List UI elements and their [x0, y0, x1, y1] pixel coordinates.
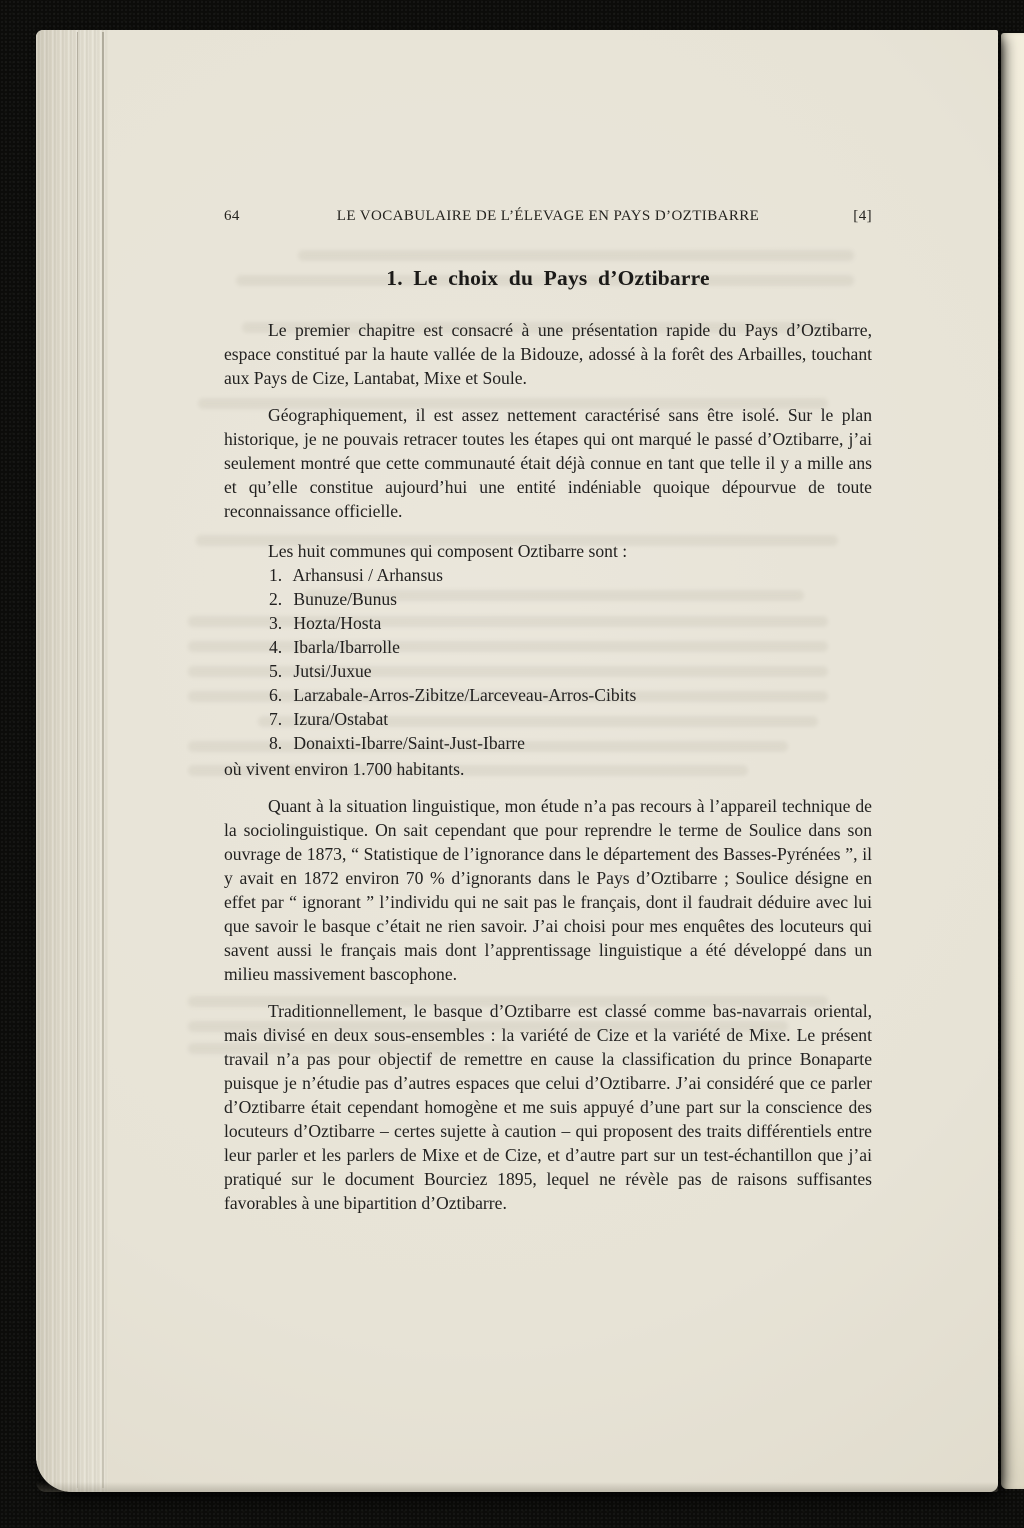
commune-name: Jutsi/Juxue — [293, 661, 372, 681]
commune-list-item — [269, 635, 872, 659]
section-title: 1. Le choix du Pays d’Oztibarre — [386, 266, 710, 290]
commune-name: Izura/Ostabat — [293, 709, 389, 729]
commune-name: Ibarla/Ibarrolle — [293, 637, 400, 657]
paragraph-linguistique: Quant à la situation linguistique, mon étude n’a pas recours à l’appareil technique de la sociolinguistique. On sait cependant que pour reprendre le terme de Soulice dans son ouvrage de 1873, “ Statistique de l’ignorance dans le département des Basses-Pyrénées ”, il y avait en 1872 environ 70 % d’ignorants dans le Pays d’Oztibarre ; Soulice désigne en effet par “ ignorant ” l’individu qui ne sait pas le français, dont il faudrait déduire avec lui que savoir le basque c’était ne rien savoir. J’ai choisi pour mes enquêtes des locuteurs qui savent aussi le français mais dont l’apprentissage linguistique a été développé dans un milieu massivement bascophone. — [224, 796, 872, 984]
next-page-edge — [1001, 33, 1024, 1489]
paragraph-classification: Traditionnellement, le basque d’Oztibarre est classé comme bas-navarrais oriental, mais divisé en deux sous-ensembles : la variété de Cize et la variété de Mixe. Le présent travail n’a pas pour objectif de remettre en cause la classification du prince Bonaparte puisque je n’étudie pas d’autres espaces que celui d’Oztibarre. J’ai considéré que ce parler d’Oztibarre était cependant homogène et me suis appuyé d’une part sur la conscience des locuteurs d’Oztibarre – certes sujette à caution – qui proposent des traits différentiels entre leur parler et les parlers de Mixe et de Cize, et d’autre part sur un test-échantillon que j’ai pratiqué sur le document Bourciez 1895, lequel ne révèle pas de raisons suffisantes favorables à une bipartition d’Oztibarre. — [224, 1001, 872, 1213]
commune-number: 3. — [269, 613, 283, 633]
commune-number: 8. — [269, 733, 283, 753]
commune-number: 7. — [269, 709, 283, 729]
paragraph-geographie: Géographiquement, il est assez nettement caractérisé sans être isolé. Sur le plan historique, je ne pouvais retracer toutes les étapes qui ont marqué le passé d’Oztibarre, j’ai seulement montré que cette communauté était déjà connue en tant que telle il y a mille ans et qu’elle constitue aujourd’hui une entité indéniable quoique dépourvue de toute reconnaissance officielle. — [224, 405, 872, 521]
running-header-title: LE VOCABULAIRE DE L’ÉLEVAGE EN PAYS D’OZTIBARRE — [336, 208, 760, 224]
commune-number: 4. — [269, 637, 283, 657]
body-text — [224, 318, 872, 1215]
communes-list — [269, 563, 872, 755]
commune-name: Arhansusi / Arhansus — [292, 565, 443, 585]
page-bottom-edge — [36, 1482, 998, 1492]
commune-list-item — [269, 611, 872, 635]
commune-name: Donaixti-Ibarre/Saint-Just-Ibarre — [293, 733, 525, 753]
page-stack-edges — [36, 30, 108, 1492]
commune-number: 1. — [269, 565, 283, 585]
commune-list-item — [269, 587, 872, 611]
commune-list-item — [269, 707, 872, 731]
communes-list-intro: Les huit communes qui composent Oztibarre sont : — [268, 541, 628, 561]
page-content — [224, 30, 872, 1215]
commune-name: Hozta/Hosta — [293, 613, 382, 633]
paragraph-presentation: Le premier chapitre est consacré à une présentation rapide du Pays d’Oztibarre, espace constitué par la haute vallée de la Bidouze, adossé à la forêt des Arbailles, touchant aux Pays de Cize, Lantabat, Mixe et Soule. — [224, 320, 872, 388]
page-edge-line — [77, 32, 78, 1488]
commune-number: 5. — [269, 661, 283, 681]
commune-name: Bunuze/Bunus — [293, 589, 398, 609]
commune-name: Larzabale-Arros-Zibitze/Larceveau-Arros-Cibits — [293, 685, 637, 705]
folio-number: [4] — [853, 208, 872, 224]
commune-number: 2. — [269, 589, 283, 609]
commune-list-item — [269, 683, 872, 707]
running-header — [224, 206, 872, 226]
commune-number: 6. — [269, 685, 283, 705]
commune-list-item — [269, 563, 872, 587]
communes-list-outro: où vivent environ 1.700 habitants. — [224, 759, 465, 779]
page-number: 64 — [224, 208, 240, 224]
commune-list-item — [269, 659, 872, 683]
commune-list-item — [269, 731, 872, 755]
book-page — [36, 30, 998, 1492]
page-edge-line — [102, 32, 104, 1488]
